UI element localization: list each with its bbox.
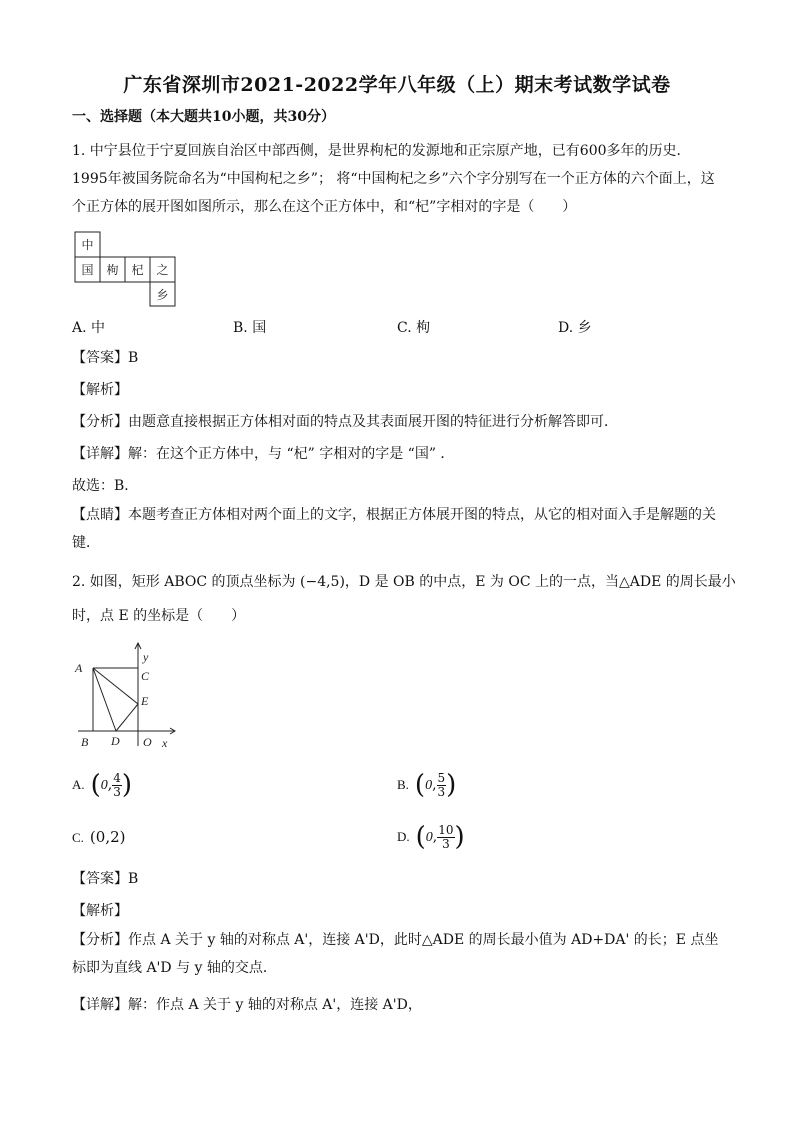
label-x: x [162, 736, 168, 750]
q2-analysis: 【分析】作点 A 关于 y 轴的对称点 A'，连接 A'D，此时△ADE 的周长最小值为 AD+DA' 的长；E 点坐标即为直线 A'D 与 y 轴的交点． [72, 932, 719, 976]
q1-answer: 【答案】B [72, 350, 139, 366]
q1-analysis: 【分析】由题意直接根据正方体相对面的特点及其表面展开图的特征进行分析解答即可． [72, 414, 618, 430]
q1-option-b: B. 国 [233, 320, 267, 336]
label-b: B [81, 735, 89, 749]
q2-answer: 【答案】B [72, 871, 139, 887]
label-y: y [143, 650, 149, 664]
q2-option-b: B. (0, $\frac{5}{3}$ ) [397, 770, 457, 800]
net-cell: 杞 [131, 263, 144, 277]
cube-net-figure [74, 231, 178, 307]
net-cell: 中 [81, 238, 94, 252]
page-title: 广东省深圳市2021-2022学年八年级（上）期末考试数学试卷 [123, 74, 671, 96]
question-1-text: 1. 中宁县位于宁夏回族自治区中部西侧，是世界枸杞的发源地和正宗原产地，已有600多年的历史．1995年被国务院命名为“中国枸杞之乡”； 将“中国枸杞之乡”六个字分别写在一个正方体的六个面上，这个正方体的展开图如图所示，那么在这个正方体中，和“杞”字相对的字是（ ） [72, 143, 715, 215]
q1-option-c: C. 枸 [397, 320, 431, 336]
q1-comment: 【点睛】本题考查正方体相对两个面上的文字，根据正方体展开图的特点，从它的相对面入手是解题的关键． [72, 507, 716, 551]
question-2-line1: 2. 如图，矩形 ABOC 的顶点坐标为 (−4,5)，D 是 OB 的中点，E 为 OC 上的一点，当△ADE 的周长最小 [72, 574, 736, 590]
net-cell: 国 [81, 263, 94, 277]
net-cell: 枸 [106, 263, 119, 277]
q1-option-a: A. 中 [72, 320, 106, 336]
q2-detail: 【详解】解：作点 A 关于 y 轴的对称点 A'，连接 A'D， [72, 997, 422, 1013]
q1-detail: 【详解】解：在这个正方体中，与 “杞” 字相对的字是 “国” ． [72, 446, 455, 462]
q2-option-d: D. (0, $\frac{10}{3}$ ) [397, 822, 465, 852]
q1-analysis-tag: 【解析】 [72, 382, 128, 398]
question-2-line2: 时，点 E 的坐标是（ ） [72, 608, 246, 624]
label-a: A [75, 661, 83, 675]
label-d: D [111, 734, 120, 748]
q2-option-a: A. (0, $\frac{4}{3}$ ) [72, 770, 133, 800]
q2-option-c: C. (0,2) [72, 828, 126, 846]
net-cell: 之 [156, 263, 169, 277]
q2-analysis-tag: 【解析】 [72, 903, 128, 919]
rectangle-figure [72, 642, 182, 752]
q1-choose: 故选：B． [72, 478, 139, 494]
label-o: O [143, 735, 152, 749]
label-c: C [141, 669, 150, 683]
label-e: E [141, 694, 149, 708]
section-heading: 一、选择题（本大题共10小题，共30分） [72, 109, 335, 125]
net-cell: 乡 [156, 288, 169, 302]
q1-option-d: D. 乡 [558, 320, 592, 336]
